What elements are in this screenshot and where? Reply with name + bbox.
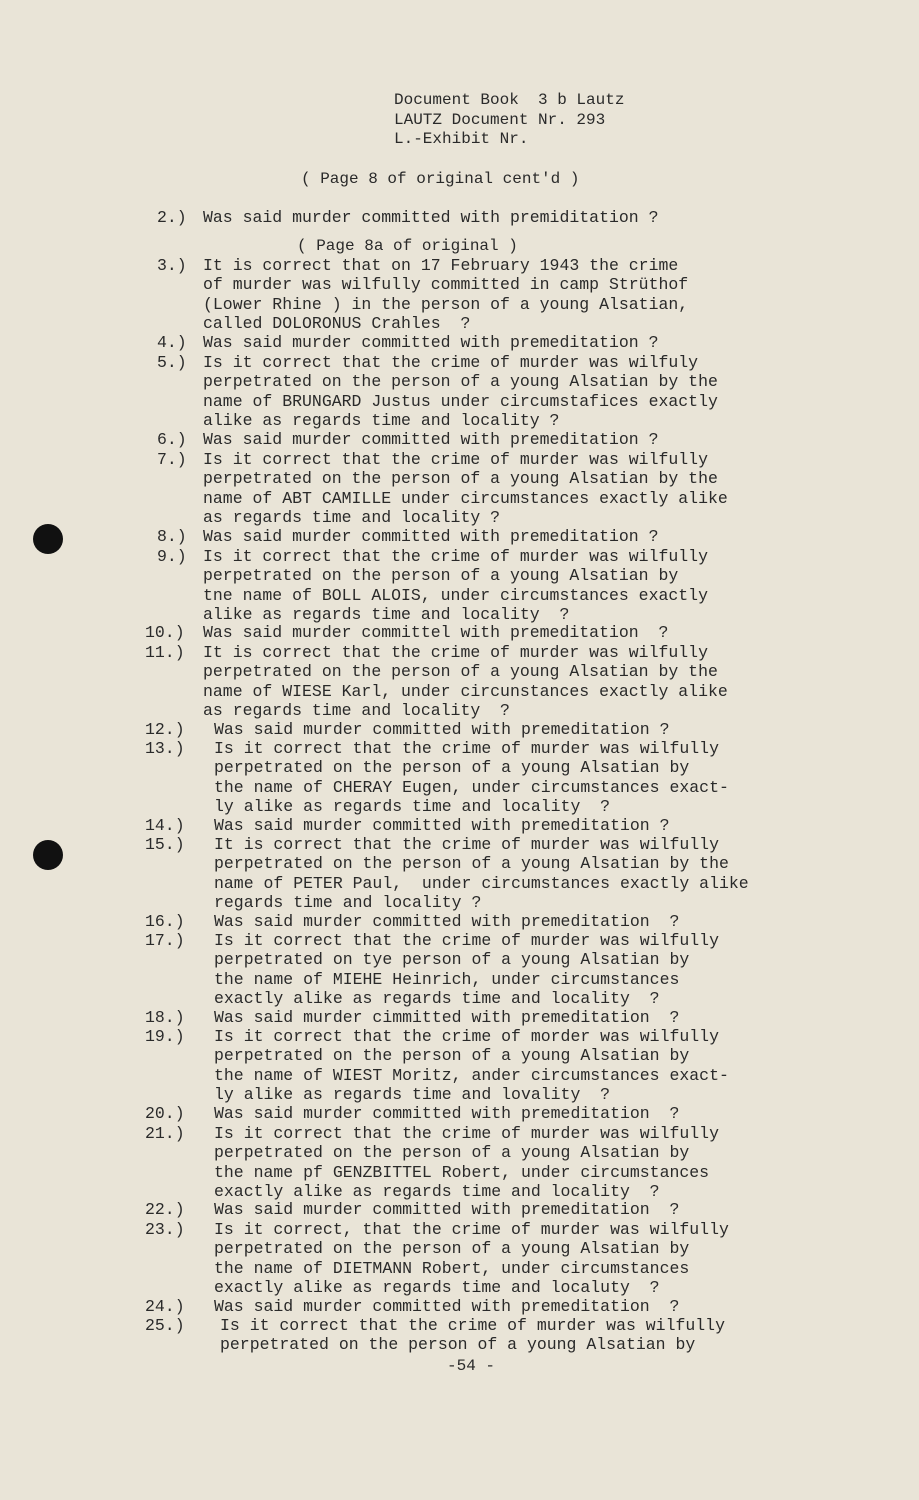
question-text-line: of murder was wilfully committed in camp Strüthof xyxy=(203,275,689,295)
question-text-line: It is correct that the crime of murder was wilfully xyxy=(214,835,719,854)
question-text-line: the name of CHERAY Eugen, under circumstances exact- xyxy=(214,777,729,797)
question-number: 11.) xyxy=(145,643,185,662)
question-item xyxy=(145,931,719,1008)
question-item xyxy=(145,1297,680,1316)
punch-hole xyxy=(33,840,63,870)
header-line: L.-Exhibit Nr. xyxy=(394,130,529,148)
question-item xyxy=(145,1316,725,1355)
question-text-line: Is it correct that the crime of murder was wilfully xyxy=(203,547,708,566)
question-text-line: the name of WIEST Moritz, ander circumstances exact- xyxy=(214,1065,729,1085)
question-number: 23.) xyxy=(145,1220,185,1239)
question-text-line: perpetrated on the person of a young Alsatian by xyxy=(214,1143,690,1163)
question-text-line: name of PETER Paul, under circumstances exactly alike xyxy=(214,873,749,893)
question-text-line: Was said murder cimmitted with premeditation ? xyxy=(214,1008,680,1027)
question-text-line: (Lower Rhine ) in the person of a young Alsatian, xyxy=(203,294,689,314)
question-text-line: ly alike as regards time and lovality ? xyxy=(214,1084,611,1104)
question-text-line: Is it correct that the crime of murder was wilfuly xyxy=(203,353,699,372)
question-number: 12.) xyxy=(145,720,185,739)
question-text-line: Is it correct that the crime of murder was wilfully xyxy=(214,1124,719,1143)
question-text-line: name of WIESE Karl, under circunstances exactly alike xyxy=(203,681,728,701)
question-text-line: alike as regards time and locality ? xyxy=(203,410,560,430)
question-text-line: perpetrated on the person of a young Alsatian by the xyxy=(203,662,718,682)
question-item xyxy=(157,430,659,449)
question-text-line: Is it correct that the crime of murder was wilfully xyxy=(220,1316,725,1335)
question-number: 24.) xyxy=(145,1297,185,1316)
question-item xyxy=(157,547,708,624)
original-page-reference: ( Page 8a of original ) xyxy=(297,237,518,255)
question-text-line: Was said murder committed with premeditation ? xyxy=(214,1297,680,1316)
question-item xyxy=(145,1200,680,1219)
question-text-line: perpetrated on the person of a young Alsatian by the xyxy=(214,854,729,874)
question-number: 21.) xyxy=(145,1124,185,1143)
question-item xyxy=(157,527,659,546)
question-item xyxy=(145,1220,729,1297)
question-number: 7.) xyxy=(157,450,187,469)
question-text-line: perpetrated on tye person of a young Alsatian by xyxy=(214,950,690,970)
question-number: 15.) xyxy=(145,835,185,854)
question-text-line: the name pf GENZBITTEL Robert, under circumstances xyxy=(214,1162,710,1182)
question-text-line: perpetrated on the person of a young Alsatian by the xyxy=(203,372,718,392)
question-number: 20.) xyxy=(145,1104,185,1123)
question-text-line: alike as regards time and locality ? xyxy=(203,604,570,624)
question-text-line: name of BRUNGARD Justus under circumstafices exactly xyxy=(203,391,718,411)
question-number: 4.) xyxy=(157,333,187,352)
question-text-line: as regards time and locality ? xyxy=(203,700,510,720)
question-text-line: Is it correct, that the crime of murder was wilfully xyxy=(214,1220,729,1239)
question-text-line: Is it correct that the crime of murder was wilfully xyxy=(203,450,708,469)
question-text-line: perpetrated on the person of a young Alsatian by xyxy=(203,566,679,586)
question-text-line: Was said murder committed with premeditation ? xyxy=(214,912,680,931)
question-number: 8.) xyxy=(157,527,187,546)
question-text-line: Was said murder committed with premeditation ? xyxy=(214,720,670,739)
question-number: 5.) xyxy=(157,353,187,372)
question-number: 17.) xyxy=(145,931,185,950)
question-text-line: tne name of BOLL ALOIS, under circumstances exactly xyxy=(203,585,708,605)
question-text-line: exactly alike as regards time and locality ? xyxy=(214,988,660,1008)
question-item xyxy=(145,643,728,720)
question-number: 19.) xyxy=(145,1027,185,1046)
question-number: 13.) xyxy=(145,739,185,758)
question-text-line: ly alike as regards time and locality ? xyxy=(214,796,611,816)
question-text-line: Was said murder committed with premeditation ? xyxy=(214,816,670,835)
question-item xyxy=(157,256,689,333)
question-text-line: Is it correct that the crime of morder was wilfully xyxy=(214,1027,719,1046)
question-text-line: exactly alike as regards time and localuty ? xyxy=(214,1277,660,1297)
punch-hole xyxy=(33,524,63,554)
question-text-line: Was said murder committed with premiditation ? xyxy=(203,208,659,227)
question-text-line: Was said murder committed with premeditation ? xyxy=(214,1200,680,1219)
question-text-line: the name of MIEHE Heinrich, under circumstances xyxy=(214,969,680,989)
page-number: -54 - xyxy=(447,1357,496,1375)
header-line: Document Book 3 b Lautz xyxy=(394,91,625,109)
question-item xyxy=(145,816,670,835)
document-header xyxy=(394,91,624,150)
question-number: 25.) xyxy=(145,1316,185,1335)
question-text-line: Was said murder committed with premeditation ? xyxy=(214,1104,680,1123)
question-text-line: exactly alike as regards time and locality ? xyxy=(214,1181,660,1201)
question-item xyxy=(145,1104,680,1123)
question-number: 3.) xyxy=(157,256,187,275)
question-text-line: perpetrated on the person of a young Alsatian by the xyxy=(203,469,718,489)
header-line: LAUTZ Document Nr. 293 xyxy=(394,110,606,129)
question-text-line: Was said murder committed with premeditation ? xyxy=(203,430,659,449)
question-text-line: name of ABT CAMILLE under circumstances exactly alike xyxy=(203,488,728,508)
question-item xyxy=(157,450,728,527)
question-item xyxy=(145,1008,680,1027)
question-item xyxy=(145,720,670,739)
question-text-line: the name of DIETMANN Robert, under circumstances xyxy=(214,1258,690,1278)
question-number: 10.) xyxy=(145,623,185,642)
question-text-line: It is correct that the crime of murder was wilfully xyxy=(203,643,708,662)
question-item xyxy=(157,353,718,430)
question-number: 22.) xyxy=(145,1200,185,1219)
question-text-line: perpetrated on the person of a young Alsatian by xyxy=(214,758,690,778)
question-number: 16.) xyxy=(145,912,185,931)
question-text-line: Is it correct that the crime of murder was wilfully xyxy=(214,931,719,950)
question-text-line: regards time and locality ? xyxy=(214,892,482,912)
question-item xyxy=(145,1027,729,1104)
question-item xyxy=(145,623,669,642)
original-page-reference: ( Page 8 of original cent'd ) xyxy=(301,170,580,188)
question-number: 2.) xyxy=(157,208,187,227)
question-text-line: Was said murder committed with premeditation ? xyxy=(203,333,659,352)
question-item xyxy=(157,333,659,352)
question-text-line: perpetrated on the person of a young Alsatian by xyxy=(214,1239,690,1259)
question-text-line: called DOLORONUS Crahles ? xyxy=(203,313,471,333)
question-text-line: Was said murder committed with premeditation ? xyxy=(203,527,659,546)
question-number: 6.) xyxy=(157,430,187,449)
question-number: 14.) xyxy=(145,816,185,835)
question-text-line: perpetrated on the person of a young Alsatian by xyxy=(214,1046,690,1066)
question-text-line: It is correct that on 17 February 1943 the crime xyxy=(203,256,679,275)
question-number: 18.) xyxy=(145,1008,185,1027)
question-number: 9.) xyxy=(157,547,187,566)
question-text-line: as regards time and locality ? xyxy=(203,507,501,527)
question-item xyxy=(145,835,749,912)
question-item xyxy=(145,739,729,816)
question-item xyxy=(145,912,680,931)
question-text-line: Was said murder committel with premeditation ? xyxy=(203,623,669,642)
question-text-line: Is it correct that the crime of murder was wilfully xyxy=(214,739,719,758)
question-text-line: perpetrated on the person of a young Alsatian by xyxy=(220,1335,696,1355)
question-item xyxy=(157,208,659,227)
question-item xyxy=(145,1124,719,1201)
